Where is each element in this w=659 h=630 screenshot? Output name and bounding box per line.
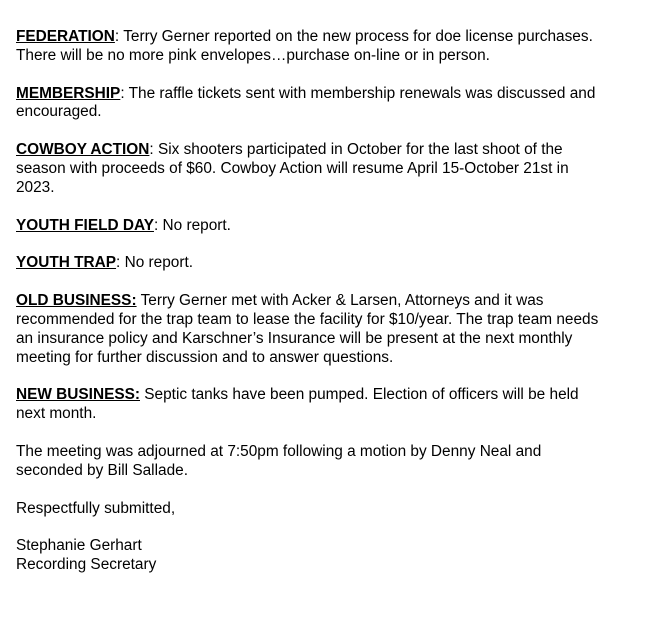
closing-block	[16, 500, 646, 519]
signature-block	[16, 537, 646, 575]
section-text-line: encouraged.	[16, 103, 102, 121]
section-first-line	[16, 141, 646, 160]
section-youth-trap	[16, 254, 646, 273]
section-heading: FEDERATION	[16, 28, 115, 45]
section-text: Septic tanks have been pumped. Election of officers will be held	[144, 386, 579, 404]
adjournment-paragraph	[16, 443, 646, 481]
section-first-line	[16, 292, 646, 311]
section-first-line	[16, 85, 646, 104]
section-text-line: recommended for the trap team to lease the facility for $10/year. The trap team needs	[16, 310, 599, 328]
section-first-line	[16, 254, 646, 273]
section-text: No report.	[124, 254, 194, 272]
heading-separator: :	[116, 254, 125, 272]
section-first-line	[16, 217, 646, 236]
section-text: Terry Gerner met with Acker & Larsen, Attorneys and it was	[140, 292, 544, 310]
section-text-line: There will be no more pink envelopes…purchase on-line or in person.	[16, 46, 490, 64]
section-text-line: 2023.	[16, 178, 55, 196]
section-new-business	[16, 386, 646, 424]
section-text-line: an insurance policy and Karschner’s Insurance will be present at the next monthly	[16, 329, 573, 347]
signature-title: Recording Secretary	[16, 556, 157, 574]
adjournment-line: The meeting was adjourned at 7:50pm following a motion by Denny Neal and	[16, 442, 542, 460]
section-text: The raffle tickets sent with membership renewals was discussed and	[128, 84, 596, 102]
closing-salutation: Respectfully submitted,	[16, 499, 176, 517]
section-heading: YOUTH TRAP	[16, 254, 117, 272]
section-membership	[16, 85, 646, 123]
section-text-line: meeting for further discussion and to answer questions.	[16, 348, 394, 366]
section-federation	[16, 28, 646, 66]
section-heading: MEMBERSHIP	[16, 84, 121, 102]
section-first-line	[16, 386, 646, 405]
section-text-line: next month.	[16, 405, 97, 423]
section-heading: OLD BUSINESS:	[16, 292, 137, 310]
section-cowboy-action	[16, 141, 646, 197]
heading-separator: :	[153, 216, 163, 234]
section-youth-field-day	[16, 217, 646, 236]
heading-separator: :	[120, 84, 129, 102]
section-heading: YOUTH FIELD DAY	[16, 216, 154, 234]
section-old-business	[16, 292, 646, 367]
heading-separator: :	[149, 141, 158, 159]
adjournment-line: seconded by Bill Sallade.	[16, 461, 188, 479]
section-heading: NEW BUSINESS:	[16, 386, 140, 404]
section-text-line: season with proceeds of $60. Cowboy Action will resume April 15-October 21st in	[16, 159, 569, 177]
section-heading: COWBOY ACTION	[16, 141, 150, 159]
section-text: No report.	[162, 216, 231, 234]
section-first-line	[16, 28, 646, 47]
meeting-minutes-document	[16, 28, 646, 594]
heading-separator: :	[114, 28, 124, 45]
signature-name: Stephanie Gerhart	[16, 537, 142, 555]
section-text: Terry Gerner reported on the new process for doe license purchases.	[123, 28, 593, 45]
section-text: Six shooters participated in October for the last shoot of the	[157, 141, 563, 159]
